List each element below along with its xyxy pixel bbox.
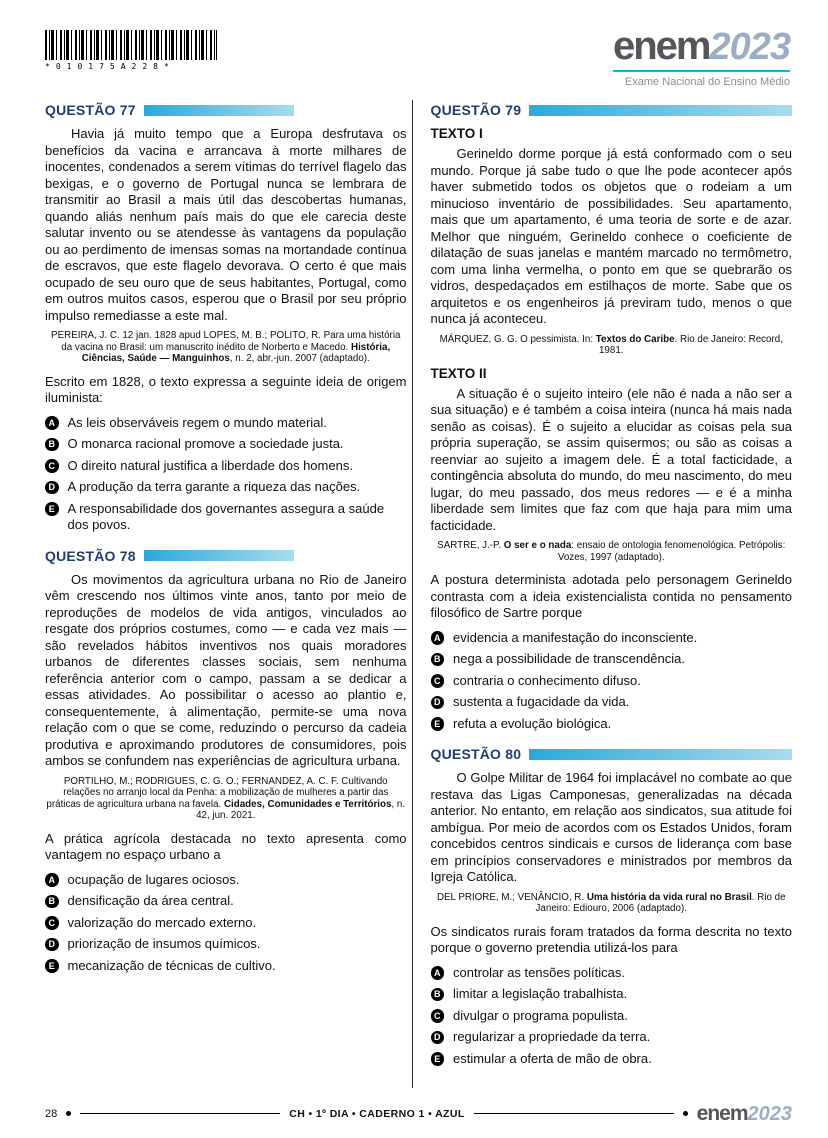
option-79-b bbox=[431, 651, 793, 668]
texto-1-citation bbox=[431, 334, 793, 357]
option-letter-badge: A bbox=[431, 631, 445, 645]
option-78-a bbox=[45, 872, 407, 889]
texto-1-label: TEXTO I bbox=[430, 126, 483, 141]
option-text: mecanização de técnicas de cultivo. bbox=[67, 957, 276, 973]
citation-source: O ser e o nada bbox=[503, 540, 572, 551]
option-77-b bbox=[45, 436, 407, 453]
option-text: contraria o conhecimento difuso. bbox=[453, 672, 641, 688]
question-80-options bbox=[431, 965, 793, 1068]
question-77 bbox=[45, 102, 407, 534]
footer-dot-left bbox=[66, 1111, 71, 1116]
question-79-title: QUESTÃO 79 bbox=[430, 102, 522, 118]
question-80-prompt: Os sindicatos rurais foram tratados da forma descrita no texto porque o governo pretendia utilizá-los para bbox=[430, 923, 792, 955]
footer-enem-logo-word: enem bbox=[696, 1102, 748, 1125]
citation-text: , n. 2, abr.-jun. 2007 (adaptado). bbox=[229, 353, 370, 364]
barcode-block bbox=[45, 26, 217, 71]
option-text: As leis observáveis regem o mundo material. bbox=[67, 414, 327, 430]
question-77-title: QUESTÃO 77 bbox=[45, 102, 136, 118]
option-text: O monarca racional promove a sociedade justa. bbox=[67, 436, 344, 451]
option-text: estimular a oferta de mão de obra. bbox=[453, 1050, 652, 1066]
question-80-text: O Golpe Militar de 1964 foi implacável no combate ao que restava das Ligas Camponesas, generalizadas na década anterior. No entanto, em relação aos sindicatos, sua atitude foi ambígua. Por meio de acordos com os Estados Unidos, foram concebidos centros sindicais e cursos de liderança com base em princípios conservadores e ministrados por membros da Igreja Católica. bbox=[430, 770, 792, 884]
option-letter-badge: E bbox=[431, 1052, 445, 1066]
question-78-options bbox=[45, 872, 407, 975]
question-79-options bbox=[431, 630, 793, 733]
right-column bbox=[431, 100, 793, 1081]
question-77-options bbox=[45, 415, 407, 534]
option-80-d bbox=[431, 1029, 793, 1046]
citation-text: PORTILHO, M.; RODRIGUES, C. G. O.; FERNANDEZ, A. C. F. Cultivando relações no arranjo local da Penha: a mobilização de mulheres a partir das práticas de agricultura urbana na favela. bbox=[46, 775, 389, 810]
question-79-header bbox=[431, 102, 793, 118]
question-77-text: Havia já muito tempo que a Europa desfrutava os benefícios da vacina e arrancava à morte milhares de inocentes, condenados a serem vítimas do terrível flagelo das bexigas, e o governo de Portugal nunca se lembrara de transmitir ao Brasil a mais útil das descobertas humanas, quando aliás nenhum país mais do que ele carecia deste salutar invento ou se atendesse às vantagens da população ou ao perdimento de imensas somas na mortandade contínua de escravos, que este flagelo devorava. O certo é que mais ocupado de seu ouro que de seus habitantes, Portugal, como em outros muitos casos, esperou que o Brasil por seu próprio impulso remediasse a este mal. bbox=[45, 126, 407, 323]
citation-source: História, Ciências, Saúde — Manguinhos bbox=[81, 341, 391, 364]
question-80-citation bbox=[431, 892, 793, 915]
citation-text: . Rio de Janeiro: Ediouro, 2006 (adaptado). bbox=[535, 891, 786, 914]
footer-rule-right bbox=[474, 1113, 674, 1114]
question-80-title: QUESTÃO 80 bbox=[430, 746, 522, 762]
exam-subtitle: Exame Nacional do Ensino Médio bbox=[624, 76, 790, 88]
citation-text: DEL PRIORE, M.; VENÂNCIO, R. bbox=[436, 891, 587, 903]
option-text: densificação da área central. bbox=[67, 893, 234, 908]
citation-source: Cidades, Comunidades e Territórios bbox=[223, 798, 392, 810]
option-letter-badge: E bbox=[45, 502, 59, 516]
citation-text: MÁRQUEZ, G. G. O pessimista. In: bbox=[439, 333, 596, 345]
option-80-b bbox=[431, 986, 793, 1003]
option-text: evidencia a manifestação do inconsciente. bbox=[453, 629, 698, 645]
option-letter-badge: A bbox=[45, 873, 59, 887]
question-77-prompt: Escrito em 1828, o texto expressa a seguinte ideia de origem iluminista: bbox=[45, 373, 407, 405]
footer-caption: CH • 1º DIA • CADERNO 1 • AZUL bbox=[289, 1107, 465, 1120]
option-letter-badge: C bbox=[45, 459, 59, 473]
citation-text: : ensaio de ontologia fenomenológica. Petrópolis: Vozes, 1997 (adaptado). bbox=[557, 540, 786, 563]
option-text: regularizar a propriedade da terra. bbox=[453, 1029, 651, 1044]
column-divider bbox=[412, 100, 413, 1088]
citation-source: Textos do Caribe bbox=[595, 333, 675, 345]
texto-2-label: TEXTO II bbox=[430, 365, 487, 381]
texto-1-text: Gerineldo dorme porque já está conformado com o seu mundo. Porque já sabe tudo o que lhe pode acontecer após haver submetido todos os objetos que o rodeiam a um minucioso inventário de possibilidades. Seu apartamento, mais que um apartamento, é uma teoria de sorte e de azar. Melhor que ninguém, Gerineldo conhece o coeficiente de dilatação de suas janelas e mantém marcado no termômetro, com uma linha vermelha, o ponto em que se quebrarão os vidros, despedaçados em estilhaços de morte. Sabe que os arquitetos e os engenheiros já previram tudo, menos o que nunca já aconteceu. bbox=[430, 146, 792, 326]
option-text: divulgar o programa populista. bbox=[453, 1007, 628, 1023]
option-text: controlar as tensões políticas. bbox=[453, 964, 625, 980]
question-80 bbox=[431, 746, 793, 1067]
question-78-citation bbox=[45, 776, 407, 822]
citation-text: . Rio de Janeiro: Record, 1981. bbox=[598, 333, 783, 356]
texto-2-citation bbox=[431, 540, 793, 563]
option-text: A responsabilidade dos governantes assegura a saúde dos povos. bbox=[67, 500, 385, 532]
option-letter-badge: B bbox=[431, 653, 445, 667]
option-letter-badge: B bbox=[45, 895, 59, 909]
option-78-e bbox=[45, 958, 407, 975]
option-letter-badge: B bbox=[45, 438, 59, 452]
option-letter-badge: B bbox=[431, 988, 445, 1002]
footer-enem-logo bbox=[697, 1103, 792, 1124]
option-77-a bbox=[45, 415, 407, 432]
option-text: A produção da terra garante a riqueza das nações. bbox=[67, 479, 361, 494]
question-78-prompt: A prática agrícola destacada no texto apresenta como vantagem no espaço urbano a bbox=[45, 830, 407, 862]
option-80-c bbox=[431, 1008, 793, 1025]
enem-logo-block bbox=[613, 26, 790, 88]
exam-content bbox=[0, 100, 828, 1081]
option-79-a bbox=[431, 630, 793, 647]
footer-dot-right bbox=[683, 1111, 688, 1116]
question-78-title: QUESTÃO 78 bbox=[45, 547, 136, 564]
option-letter-badge: C bbox=[431, 1009, 445, 1023]
option-letter-badge: E bbox=[431, 717, 445, 731]
option-letter-badge: D bbox=[45, 481, 59, 495]
option-text: ocupação de lugares ociosos. bbox=[67, 871, 240, 887]
option-text: nega a possibilidade de transcendência. bbox=[453, 651, 686, 666]
teal-rule bbox=[613, 70, 790, 72]
option-79-d bbox=[431, 694, 793, 711]
option-letter-badge: D bbox=[431, 696, 445, 710]
option-78-c bbox=[45, 915, 407, 932]
left-column bbox=[45, 100, 407, 1081]
question-79 bbox=[431, 102, 793, 732]
footer-enem-logo-year: 2023 bbox=[747, 1103, 793, 1125]
page-footer bbox=[45, 1103, 792, 1124]
question-80-header bbox=[431, 746, 793, 762]
option-79-c bbox=[431, 673, 793, 690]
option-text: limitar a legislação trabalhista. bbox=[453, 986, 628, 1001]
option-text: priorização de insumos químicos. bbox=[67, 936, 261, 951]
option-letter-badge: D bbox=[45, 938, 59, 952]
question-title-bar bbox=[529, 749, 792, 760]
footer-rule-left bbox=[80, 1113, 280, 1114]
option-80-a bbox=[431, 965, 793, 982]
texto-2-text: A situação é o sujeito inteiro (ele não é nada a não ser a sua situação) e é também a coisa inteira (nunca há mais nada senão as coisas). É o sujeito a elucidar as coisas pela sua própria superação, se assim quisermos; ou são as coisas a reenviar ao sujeito a imagem dele. É a total facticidade, a contingência absoluta do mundo, do meu nascimento, do meu lugar, do meu passado, dos meus redores — e é a minha liberdade sem limites que faz com que haja para mim uma facticidade. bbox=[430, 385, 792, 533]
option-letter-badge: D bbox=[431, 1031, 445, 1045]
question-title-bar bbox=[529, 105, 792, 116]
question-77-header bbox=[45, 102, 407, 118]
barcode bbox=[45, 30, 217, 60]
option-text: O direito natural justifica a liberdade dos homens. bbox=[67, 457, 353, 473]
option-79-e bbox=[431, 716, 793, 733]
citation-text: , n. 42, jun. 2021. bbox=[196, 798, 406, 821]
option-letter-badge: C bbox=[45, 916, 59, 930]
citation-source: Uma história da vida rural no Brasil bbox=[586, 891, 752, 903]
question-78 bbox=[45, 548, 407, 975]
question-78-text: Os movimentos da agricultura urbana no Rio de Janeiro vêm crescendo nos últimos vinte anos, tanto por meio de reproduções de modelos de vida antigos, vinculados ao resgate dos próprios costumes, como — e cada vez mais — são revelados hábitos inventivos nos quais moradores urbanos de diferentes classes sociais, sem nenhuma referência anterior com o campo, passam a se dedicar a essas atividades. Ao possibilitar o acesso ao plantio e, consequentemente, à alimentação, permite-se uma nova relação com o que se come, reduzindo o percurso da cadeia produtiva e aproximando produtores de consumidores, pois ambos se confundem nas experiências de agricultura urbana. bbox=[45, 571, 407, 768]
citation-text: PEREIRA, J. C. 12 jan. 1828 apud LOPES, M. B.; POLITO, R. Para uma história da vacina no Brasil: um manuscrito inédito de Norberto e Macedo. bbox=[51, 330, 401, 353]
page-header bbox=[0, 0, 828, 100]
option-77-e bbox=[45, 501, 407, 534]
question-78-header bbox=[45, 548, 407, 564]
question-title-bar bbox=[144, 105, 294, 116]
enem-logo bbox=[613, 26, 790, 66]
barcode-text: *010175A228* bbox=[45, 62, 175, 71]
option-78-d bbox=[45, 936, 407, 953]
citation-text: SARTRE, J.-P. bbox=[437, 540, 504, 551]
option-text: valorização do mercado externo. bbox=[67, 914, 257, 930]
option-letter-badge: E bbox=[45, 959, 59, 973]
enem-logo-year: 2023 bbox=[709, 26, 790, 68]
question-title-bar bbox=[144, 550, 294, 561]
option-77-c bbox=[45, 458, 407, 475]
option-80-e bbox=[431, 1051, 793, 1068]
option-78-b bbox=[45, 893, 407, 910]
option-77-d bbox=[45, 479, 407, 496]
question-77-citation bbox=[45, 330, 407, 365]
page-number: 28 bbox=[45, 1107, 58, 1120]
option-letter-badge: A bbox=[45, 416, 59, 430]
enem-logo-word: enem bbox=[612, 24, 710, 68]
option-letter-badge: C bbox=[431, 674, 445, 688]
option-text: refuta a evolução biológica. bbox=[453, 715, 612, 731]
question-79-prompt: A postura determinista adotada pelo personagem Gerineldo contrasta com a ideia existencialista contida no pensamento filosófico de Sartre porque bbox=[430, 572, 792, 620]
option-letter-badge: A bbox=[431, 966, 445, 980]
option-text: sustenta a fugacidade da vida. bbox=[453, 694, 630, 709]
